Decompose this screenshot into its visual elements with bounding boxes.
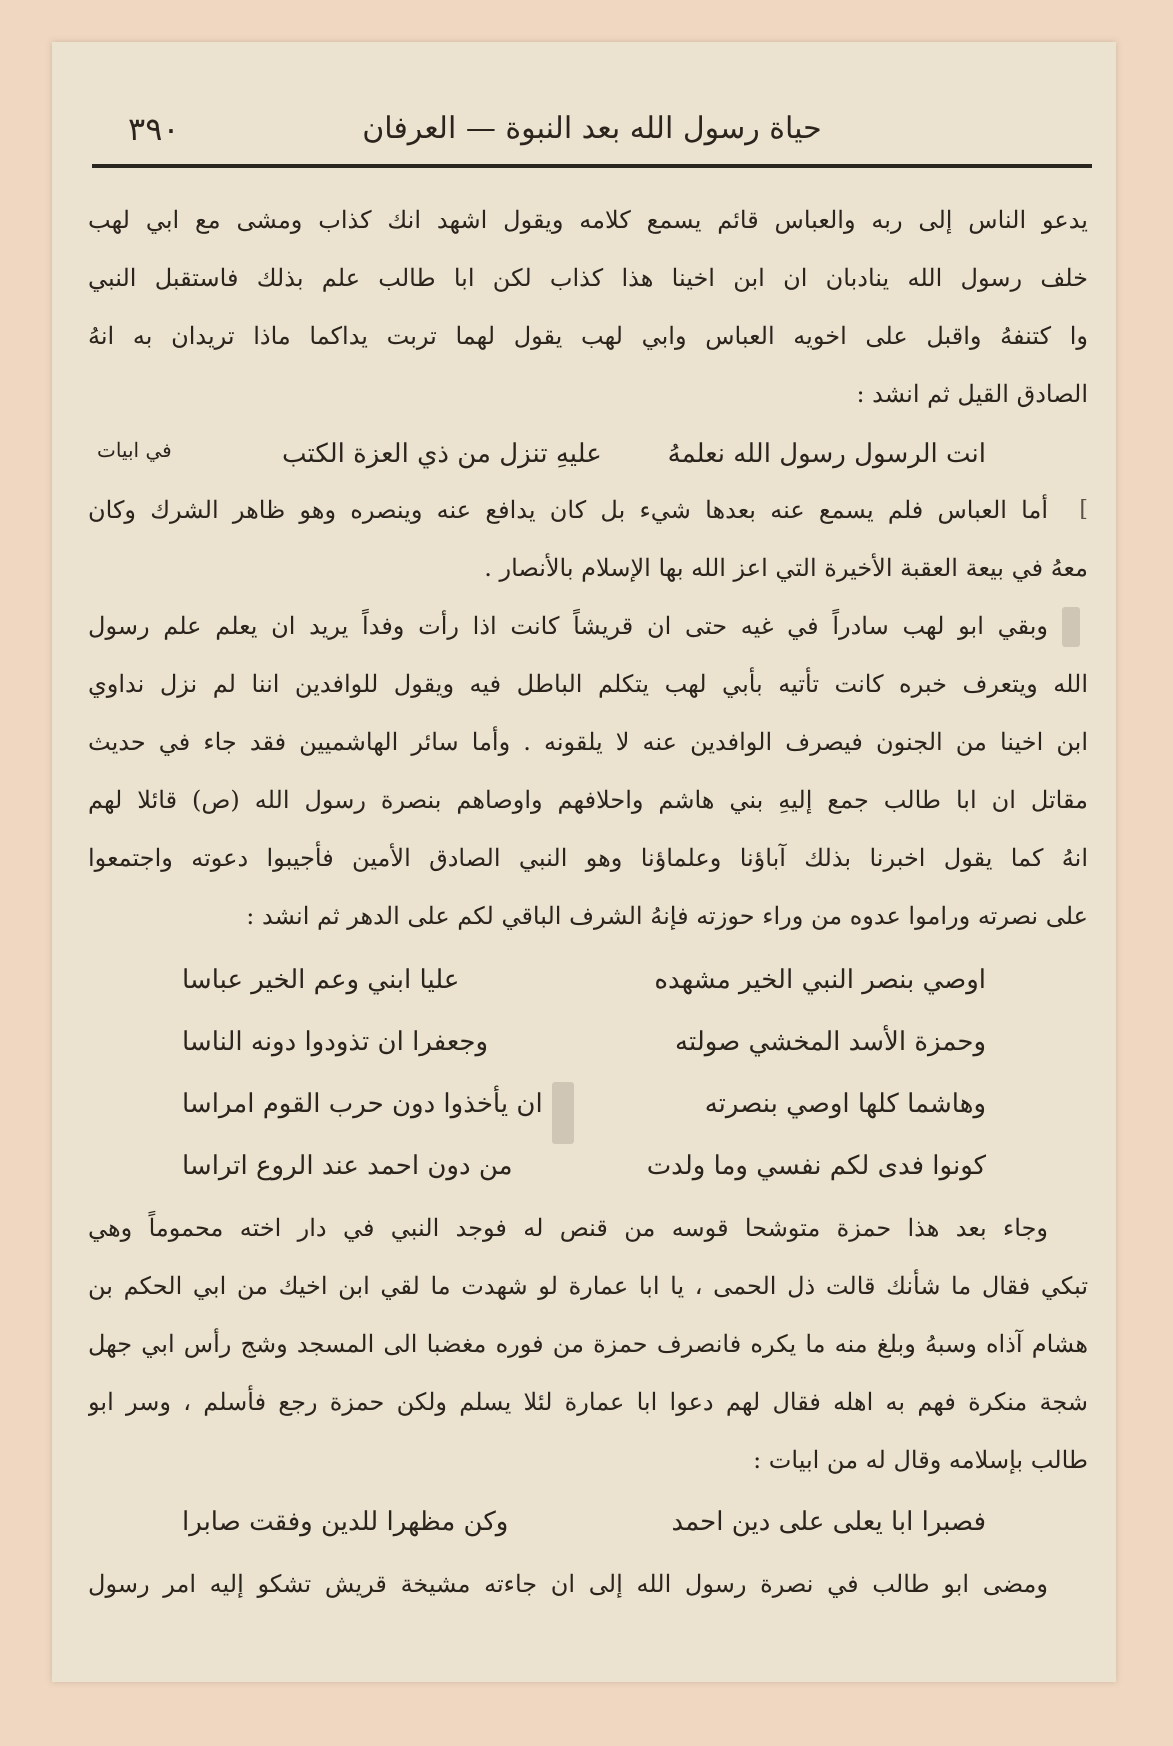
text-line: وجاء بعد هذا حمزة متوشحا قوسه من قنص له فوجد النبي في دار اخته محموماً وهي bbox=[88, 1214, 1048, 1242]
text-line: مقاتل ان ابا طالب جمع إليهِ بني هاشم واحلافهم واوصاهم بنصرة رسول الله (ص) قائلا لهم bbox=[88, 786, 1088, 814]
page-stain bbox=[552, 1082, 574, 1144]
verse-hemistich-right: فصبرا ابا يعلى على دين احمد bbox=[671, 1507, 986, 1537]
text-line: وبقي ابو لهب سادراً في غيه حتى ان قريشاً كانت اذا رأت وفداً يريد ان يعلم علم رسول bbox=[88, 612, 1048, 640]
margin-mark: [ bbox=[1079, 497, 1088, 522]
text-line: هشام آذاه وسبهُ وبلغ منه ما يكره فانصرف حمزة من فوره مغضبا الى المسجد وشج رأس ابي جهل bbox=[88, 1330, 1088, 1358]
verse-hemistich-right: انت الرسول رسول الله نعلمهُ bbox=[667, 439, 986, 469]
text-line: ومضى ابو طالب في نصرة رسول الله إلى ان جاءته مشيخة قريش تشكو إليه امر رسول bbox=[88, 1570, 1048, 1598]
poem-hemistich-right: وهاشما كلها اوصي بنصرته bbox=[704, 1089, 986, 1119]
text-line: تبكي فقال ما شأنك قالت ذل الحمى ، يا ابا عمارة لو شهدت ما لقي ابن اخيك من ابي الحكم بن bbox=[88, 1272, 1088, 1300]
page-header bbox=[92, 104, 1092, 154]
text-line: أما العباس فلم يسمع عنه بعدها شيء بل كان يدافع عنه وينصره وهو ظاهر الشرك وكان bbox=[88, 496, 1048, 524]
text-line: خلف رسول الله ينادبان ان ابن اخينا هذا كذاب لكن ابا طالب علم بذلك فاستقبل النبي bbox=[88, 264, 1088, 292]
verse-hemistich-left: عليهِ تنزل من ذي العزة الكتب bbox=[282, 439, 602, 469]
text-line: شجة منكرة فهم به اهله فقال لهم دعوا ابا عمارة لئلا يسلم ولكن حمزة رجع فأسلم ، وسر ابو bbox=[88, 1388, 1088, 1416]
text-line: وا كتنفهُ واقبل على اخويه العباس وابي لهب يقول لهما تربت يداكما ماذا تريدان به انهُ bbox=[88, 322, 1088, 350]
poem-hemistich-left: ان يأخذوا دون حرب القوم امراسا bbox=[182, 1089, 543, 1119]
text-line: الصادق القيل ثم انشد : bbox=[856, 380, 1088, 408]
text-line: الله ويتعرف خبره كانت تأتيه بأبي لهب يتكلم الباطل فيه ويقول للوافدين اننا لم نزل نداوي bbox=[88, 670, 1088, 698]
running-title: حياة رسول الله بعد النبوة — العرفان bbox=[362, 111, 822, 146]
poem-hemistich-left: من دون احمد عند الروع اتراسا bbox=[182, 1151, 513, 1181]
text-line: انهُ كما يقول اخبرنا بذلك آباؤنا وعلماؤنا وهو النبي الصادق الأمين فأجيبوا دعوته واجتمعوا bbox=[88, 844, 1088, 872]
poem-hemistich-right: اوصي بنصر النبي الخير مشهده bbox=[654, 965, 986, 995]
text-line: يدعو الناس إلى ربه والعباس قائم يسمع كلامه ويقول اشهد انك كذاب ومشى مع ابي لهب bbox=[88, 206, 1088, 234]
poem-hemistich-left: عليا ابني وعم الخير عباسا bbox=[182, 965, 460, 995]
text-line: معهُ في بيعة العقبة الأخيرة التي اعز الله بها الإسلام بالأنصار . bbox=[484, 554, 1088, 582]
page-number: ٣٩٠ bbox=[128, 110, 180, 148]
text-line: ابن اخينا من الجنون فيصرف الوافدين عنه لا يلقونه . وأما سائر الهاشميين فقد جاء في حديث bbox=[88, 728, 1088, 756]
poem-hemistich-right: وحمزة الأسد المخشي صولته bbox=[675, 1027, 986, 1057]
text-line: على نصرته وراموا عدوه من وراء حوزته فإنهُ الشرف الباقي لكم على الدهر ثم انشد : bbox=[246, 902, 1088, 930]
poem-hemistich-right: كونوا فدى لكم نفسي وما ولدت bbox=[646, 1151, 986, 1181]
side-note: في ابيات bbox=[97, 438, 172, 462]
verse-hemistich-left: وكن مظهرا للدين وفقت صابرا bbox=[182, 1507, 509, 1537]
page-content bbox=[52, 42, 1116, 1682]
text-line: طالب بإسلامه وقال له من ابيات : bbox=[753, 1446, 1088, 1474]
poem-hemistich-left: وجعفرا ان تذودوا دونه الناسا bbox=[182, 1027, 488, 1057]
header-rule bbox=[92, 164, 1092, 168]
book-page bbox=[52, 42, 1116, 1682]
